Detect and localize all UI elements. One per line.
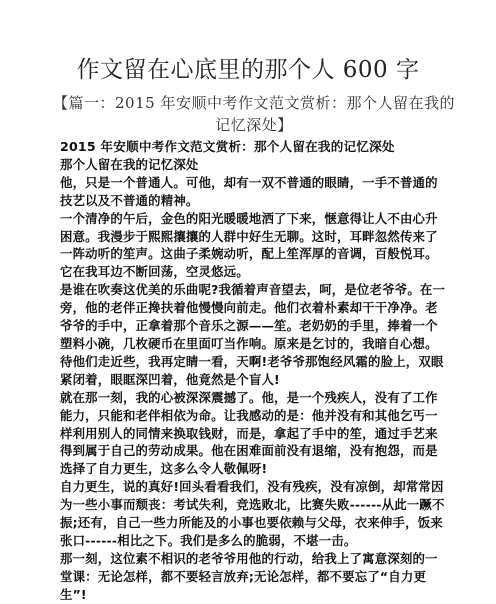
essay-paragraph: 就在那一刻，我的心被深深震撼了。他，是一个残疾人，没有了工作能力，只能和老伴相依为命。让我感动的是：他并没有和其他乞丐一样利用别人的同情来换取钱财，而是，拿起了手中的笙，通过手艺来得到属于自己的劳动成果。他在困难面前没有退缩，没有抱怨，而是选择了自力更生，这多么令人敬佩呀!: [60, 389, 438, 477]
essay-paragraph: 那一刻，这位素不相识的老爷爷用他的行动，给我上了寓意深刻的一堂课：无论怎样，都不要轻言放弃;无论怎样，都不要忘了“自力更生”!: [60, 550, 438, 602]
essay-paragraph: 自力更生，说的真好!回头看看我们，没有残疾，没有凉倒，却常常因为一些小事而颓丧：考试失利，竞选败北，比赛失败------从此一蹶不振;还有，自己一些力所能及的小事也要依赖与父母，衣来伸手，饭来张口------相比之下。我们是多么的脆弱，不堪一击。: [60, 479, 445, 548]
essay-heading: 2015 年安顺中考作文范文赏析：那个人留在我的记忆深处: [60, 139, 395, 154]
document-subtitle: 【篇一：2015 年安顺中考作文范文赏析：那个人留在我的记忆深处】: [53, 94, 455, 134]
essay-title: 那个人留在我的记忆深处: [60, 156, 199, 172]
essay-body: [60, 138, 448, 604]
essay-paragraph: 是谁在吹奏这优美的乐曲呢?我循着声音望去，呵，是位老爷爷。在一旁，他的老伴正搀扶着他慢慢向前走。他们衣着朴素却干干净净。老爷爷的手中，正拿着那个音乐之源——笙。老奶奶的手里，捧着一个塑料小碗，几枚硬币在里面叮当作响。原来是乞讨的，我暗自心想。待他们走近些，我再定睛一看，天啊!老爷爷那饱经风霜的脸上，双眼紧闭着，眼眶深凹着，他竟然是个盲人!: [60, 282, 446, 387]
document-title: 作文留在心底里的那个人 600 字: [76, 57, 420, 83]
essay-paragraph: 他，只是一个普通人。可他，却有一双不普通的眼睛，一手不普通的技艺以及不普通的精神。: [60, 174, 438, 208]
essay-paragraph: 一个清净的午后，金色的阳光暖暖地洒了下来，惬意得让人不由心升困意。我漫步于熙熙攘攘的人群中好生无聊。这时，耳畔忽然传来了一阵动听的笙声。这曲子柔婉动听，配上笙浑厚的音调，百般悦耳。它在我耳边不断回荡，空灵悠远。: [60, 210, 438, 280]
